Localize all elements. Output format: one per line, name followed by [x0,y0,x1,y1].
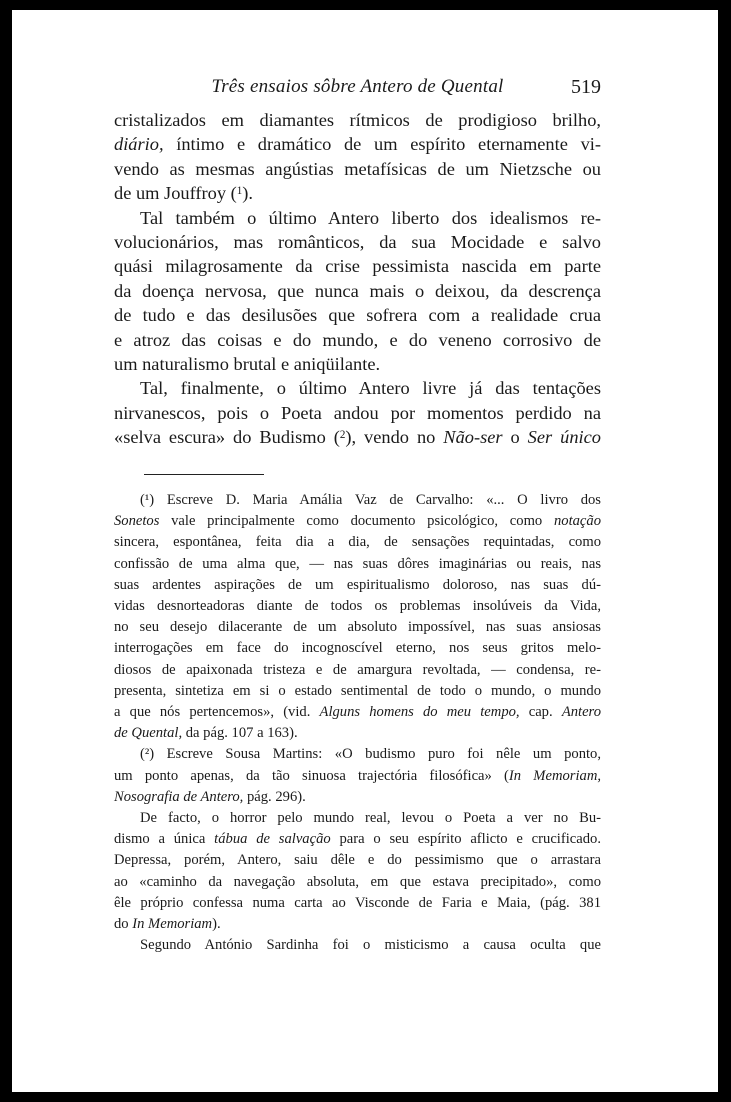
italic-word: Sonetos [114,513,160,530]
italic-word: Antero [561,704,601,721]
footnote-rule [144,474,264,475]
footnote-2-continued-2 [114,935,601,956]
text-fragment: ), vendo no [345,427,444,448]
note-line: interrogações em face do incognoscível eterno, nos seus gritos melo- [114,640,601,657]
footnote-2-continued [114,808,601,935]
text-fragment: do [114,916,133,933]
note-line: (¹) Escreve D. Maria Amália Vaz de Carvalho: «... O livro dos [140,492,601,508]
paragraph-3 [114,376,601,449]
text-fragment: íntimo e dramático de um espírito eternamente vi- [163,134,601,155]
note-line: Segundo António Sardinha foi o misticismo a causa oculta que [140,937,601,954]
note-line: Depressa, porém, Antero, saiu dêle e do pessimismo que o arrastara [114,852,601,869]
italic-word: Nosografia de Antero, [114,788,244,805]
text-line: nirvanescos, pois o Poeta andou por momentos perdido na [114,402,601,423]
text-fragment: ). [242,183,254,204]
note-line [114,511,601,532]
text-line [114,425,601,449]
italic-word: In Memoriam, [508,767,602,784]
note-line [114,702,601,723]
text-fragment: vale principalmente como documento psicológico, como [159,513,554,530]
text-fragment: «selva escura» do Budismo ( [114,427,340,448]
paragraph-2 [114,206,601,377]
italic-word: tábua de salvação [214,831,331,848]
text-line: volucionários, mas românticos, da sua Mocidade e salvo [114,232,601,253]
page-number: 519 [571,76,601,98]
note-line [114,829,601,850]
note-line: (²) Escreve Sousa Martins: «O budismo puro foi nêle um ponto, [140,746,601,763]
note-line: diosos de apaixonada tristeza e de amargura revoltada, — condensa, re- [114,661,601,678]
note-line: presenta, sintetiza em si o estado sentimental de todo o mundo, o mundo [114,682,601,699]
text-line: um naturalismo brutal e aniqüilante. [114,354,381,375]
paragraph-1 [114,108,601,206]
note-line: De facto, o horror pelo mundo real, levou o Poeta a ver no Bu- [140,810,601,827]
footnote-marker: 2 [339,429,346,442]
italic-word: diário, [114,134,164,155]
text-fragment: a que nós pertencemos», (vid. [114,704,320,721]
italic-word: Não-ser [443,427,503,448]
footnote-marker: 1 [236,185,243,198]
text-line: Tal, finalmente, o último Antero livre já das tentações [140,378,601,399]
note-line: ao «caminho da navegação absoluta, em que estava precipitado», como [114,873,601,890]
note-line [114,787,601,808]
running-title: Três ensaios sôbre Antero de Quental [211,76,504,97]
text-line: e atroz das coisas e do mundo, e do veneno corrosivo de [114,329,601,350]
note-line: suas ardentes aspirações de um espiritualismo doloroso, nas suas dú- [114,576,601,593]
text-fragment: da pág. 107 a 163). [182,725,298,742]
page-header [114,76,601,104]
text-line: de tudo e das desilusões que sofrera com a realidade crua [114,305,601,326]
text-fragment: cap. [519,704,562,721]
text-line: da doença nervosa, que nunca mais o deixou, da descrença [114,280,601,301]
text-line: Tal também o último Antero liberto dos idealismos re- [140,207,601,228]
footnote-1 [114,490,601,744]
note-line: sincera, espontânea, feita dia a dia, de sensações requintadas, como [114,534,601,551]
italic-word: In Memoriam [132,916,213,933]
text-fragment: dismo a única [114,831,215,848]
book-page [12,10,718,1092]
note-line [114,723,601,744]
note-line: no seu desejo dilacerante de um absoluto impossível, nas suas ansiosas [114,619,601,636]
footnotes [114,490,601,956]
italic-word: de Quental, [114,725,183,742]
text-fragment: de um Jouffroy ( [114,183,237,204]
note-line [114,914,601,935]
text-line: vendo as mesmas angústias metafísicas de um Nietzsche ou [114,158,601,179]
italic-word: notação [553,513,601,530]
footnote-2 [114,744,601,808]
text-line [114,181,601,205]
text-line: quási milagrosamente da crise pessimista nascida em parte [114,256,601,277]
text-line: cristalizados em diamantes rítmicos de prodigioso brilho, [114,110,601,130]
note-line: êle próprio confessa numa carta ao Visconde de Faria e Maia, (pág. 381 [114,894,601,911]
note-line: confissão de uma alma que, — nas suas dôres imaginárias ou reais, nas [114,555,601,572]
italic-word: Ser único [527,427,601,448]
main-text [114,108,601,450]
text-fragment: para o seu espírito aflicto e crucificado. [330,831,601,848]
text-fragment: o [502,427,528,448]
italic-word: Alguns homens do meu tempo, [319,704,520,721]
text-fragment: ). [212,916,221,933]
text-fragment: um ponto apenas, da tão sinuosa trajectória filosófica» ( [114,767,509,784]
note-line: vidas desnorteadoras diante de todos os problemas insolúveis da Vida, [114,598,601,615]
note-line [114,766,601,787]
text-line [114,132,601,156]
text-fragment: pág. 296). [243,788,306,805]
